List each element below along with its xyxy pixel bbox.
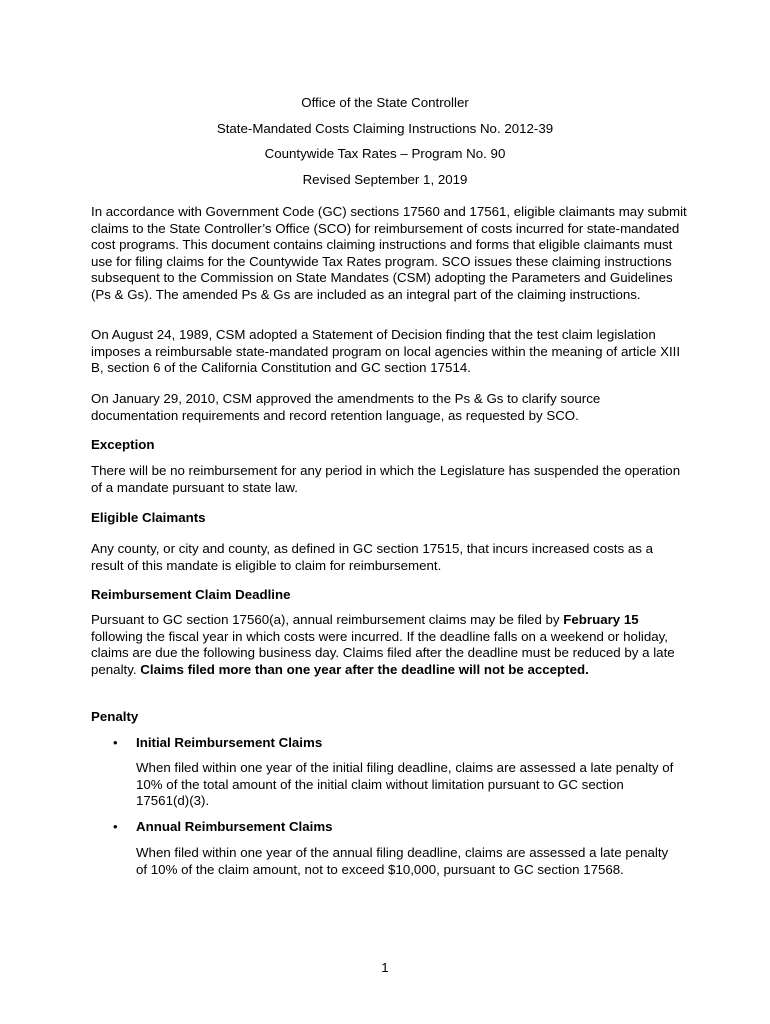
instructions-number: State-Mandated Costs Claiming Instructions No. 2012-39 xyxy=(216,121,554,136)
deadline-heading: Reimbursement Claim Deadline xyxy=(91,587,291,602)
penalty-item-title: Initial Reimbursement Claims xyxy=(136,735,323,750)
penalty-item-title: Annual Reimbursement Claims xyxy=(136,819,333,834)
exception-heading: Exception xyxy=(91,437,155,452)
exception-text: There will be no reimbursement for any period in which the Legislature has suspended the operation of a mandate pursuant to state law. xyxy=(91,463,681,495)
penalty-heading: Penalty xyxy=(91,709,139,724)
revision-date: Revised September 1, 2019 xyxy=(302,172,468,187)
intro-paragraph-3: On January 29, 2010, CSM approved the amendments to the Ps & Gs to clarify source documentation requirements and record retention language, as requested by SCO. xyxy=(91,391,601,423)
penalty-item-text: When filed within one year of the annual filing deadline, claims are assessed a late penalty of 10% of the claim amount, not to exceed $10,000, pursuant to GC section 17568. xyxy=(136,845,669,877)
bullet-icon: • xyxy=(113,735,118,750)
page-number: 1 xyxy=(381,960,389,975)
office-title: Office of the State Controller xyxy=(301,95,469,110)
program-title: Countywide Tax Rates – Program No. 90 xyxy=(264,146,506,161)
deadline-text xyxy=(91,612,687,678)
deadline-text-part-a: Pursuant to GC section 17560(a), annual reimbursement claims may be filed by xyxy=(91,612,564,627)
intro-paragraph-1: In accordance with Government Code (GC) sections 17560 and 17561, eligible claimants may submit claims to the State Controller’s Office (SCO) for reimbursement of costs incurred for state-mandated cost programs. This document contains claiming instructions and forms that eligible claimants must use for filing claims for the Countywide Tax Rates program. SCO issues these claiming instructions subsequent to the Commission on State Mandates (CSM) adopting the Parameters and Guidelines (Ps & Gs). The amended Ps & Gs are included as an integral part of the claiming instructions. xyxy=(91,204,687,302)
eligible-claimants-heading: Eligible Claimants xyxy=(91,510,206,525)
deadline-text-part-b: following the fiscal year in which costs were incurred. If the deadline falls on a weekend or holiday, claims are due the following business day. Claims filed after the deadline must be reduced by a late penalty. xyxy=(91,628,675,677)
eligible-claimants-text: Any county, or city and county, as defined in GC section 17515, that incurs increased costs as a result of this mandate is eligible to claim for reimbursement. xyxy=(91,541,653,573)
bullet-icon: • xyxy=(113,819,118,834)
penalty-item-text: When filed within one year of the initial filing deadline, claims are assessed a late penalty of 10% of the total amount of the initial claim without limitation pursuant to GC section 17561(d)(3). xyxy=(136,760,674,809)
deadline-notice: Claims filed more than one year after the deadline will not be accepted. xyxy=(140,661,589,677)
deadline-date: February 15 xyxy=(563,612,639,627)
intro-paragraph-2: On August 24, 1989, CSM adopted a Statement of Decision finding that the test claim legislation imposes a reimbursable state-mandated program on local agencies within the meaning of article XIII B, section 6 of the California Constitution and GC section 17514. xyxy=(91,327,681,376)
